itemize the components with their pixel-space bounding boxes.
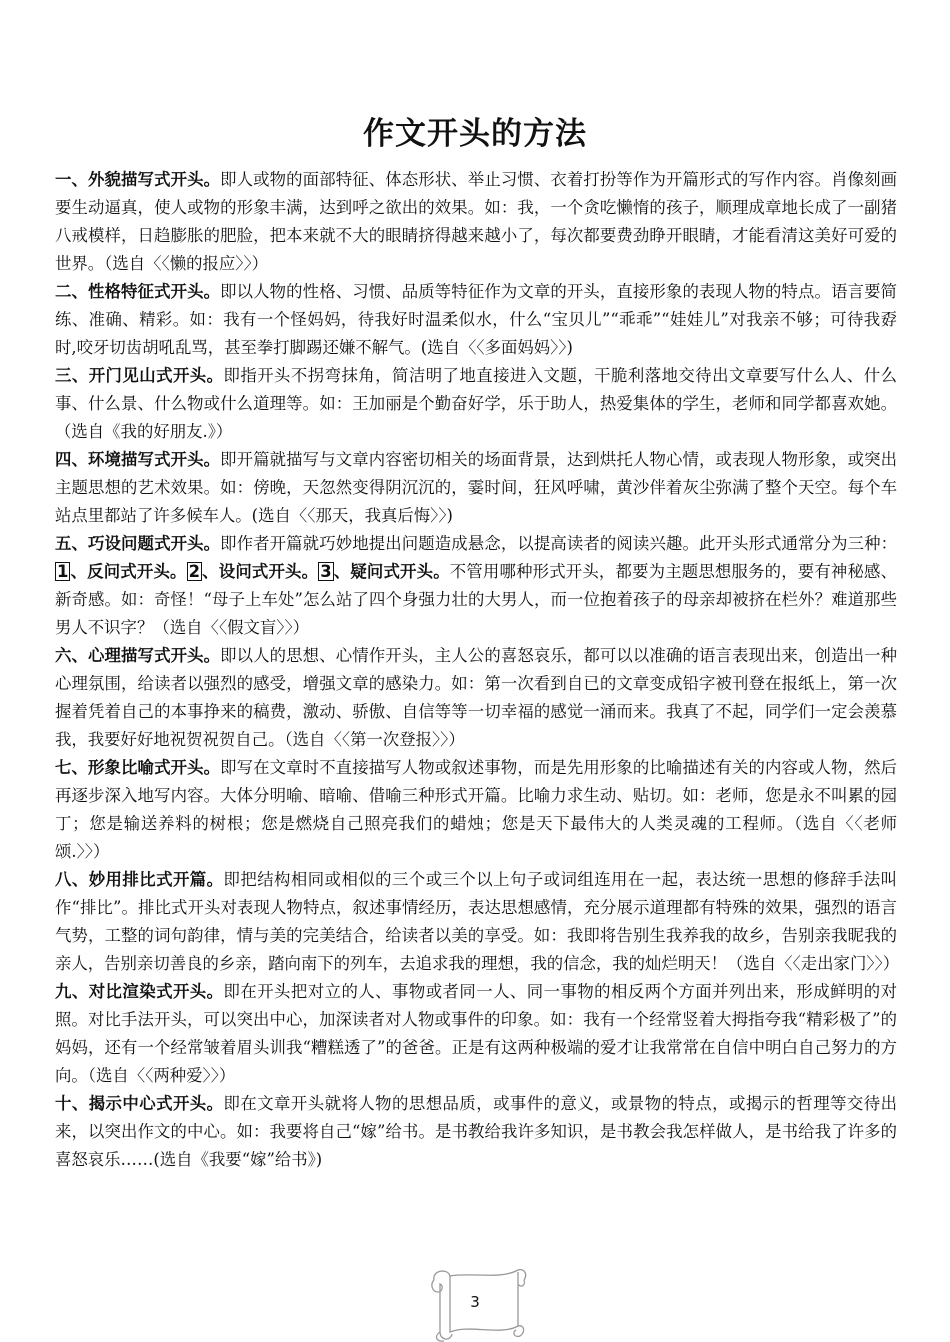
section-heading: 三、开门见山式开头。 [55, 366, 224, 385]
section-text: 即以人的思想、心情作开头，主人公的喜怒哀乐，都可以以准确的语言表现出来，创造出一种心理氛围，给读者以强烈的感受，增强文章的感染力。如：第一次看到自已的文章变成铅字被刊登在报纸上，第一次握着凭着自己的本事挣来的稿费，激动、骄傲、自信等等一切幸福的感觉一涌而来。我真了不起，同学们一定会羡慕我，我要好好地祝贺祝贺自己。（选自〈〈第一次登报〉〉） [55, 646, 898, 749]
section-text: 即开篇就描写与文章内容密切相关的场面背景，达到烘托人物心情，或表现人物形象，或突出主题思想的艺术效果。如：傍晚，天忽然变得阴沉沉的，霎时间，狂风呼啸，黄沙伴着灰尘弥满了整个天空。每个车站点里都站了许多候车人。(选自〈〈那天，我真后悔〉〉) [55, 450, 898, 525]
section-heading: 十、揭示中心式开头。 [55, 1094, 224, 1113]
section-text: 即指开头不拐弯抹角，简洁明了地直接进入文题，干脆利落地交待出文章要写什么人、什么事、什么景、什么物或什么道理等。如：王加丽是个勤奋好学，乐于助人，热爱集体的学生，老师和同学都喜欢她。（选自《我的好朋友.》） [55, 366, 898, 441]
section-heading: 四、环境描写式开头。 [55, 450, 221, 469]
section-heading: 六、心理描写式开头。 [55, 646, 221, 665]
section-heading: 八、妙用排比式开篇。 [55, 870, 224, 889]
section-heading: 一、外貌描写式开头。 [55, 170, 221, 189]
list-item-text: 、设问式开头。 [202, 562, 319, 581]
section-text: 即在文章开头就将人物的思想品质，或事件的意义，或景物的特点，或揭示的哲理等交待出来，以突出作文的中心。如：我要将自己“嫁”给书。是书教给我许多知识，是书教会我怎样做人，是书给我了许多的喜怒哀乐……(选自《我要“嫁”给书》) [55, 1094, 898, 1169]
section-heading: 二、性格特征式开头。 [55, 282, 221, 301]
section-heading: 七、形象比喻式开头。 [55, 758, 221, 777]
section-heading: 九、对比渲染式开头。 [55, 982, 224, 1001]
section-8 [55, 866, 900, 978]
section-7 [55, 754, 897, 866]
list-number-box: 2 [188, 562, 200, 581]
page-title: 作文开头的方法 [363, 116, 587, 152]
section-text: 即把结构相同或相似的三个或三个以上句子或词组连用在一起，表达统一思想的修辞手法叫作“排比”。排比式开头对表现人物特点，叙述事情经历，表达思想感情，充分展示道理都有特殊的效果，强烈的语言气势，工整的词句韵律，情与美的完美结合，给读者以美的享受。如：我即将告别生我养我的故乡，告别亲我昵我的亲人，告别亲切善良的乡亲，踏向南下的列车，去追求我的理想，我的信念，我的灿烂明天！（选自〈〈走出家门〉〉） [55, 870, 900, 973]
list-item-text: 、疑问式开头。 [333, 562, 450, 581]
section-1 [55, 166, 897, 278]
section-text: 即人或物的面部特征、体态形状、举止习惯、衣着打扮等作为开篇形式的写作内容。肖像刻画要生动逼真，使人或物的形象丰满，达到呼之欲出的效果。如：我，一个贪吃懒惰的孩子，顺理成章地长成了一副猪八戒模样，日趋膨胀的肥脸，把本来就不大的眼睛挤得越来越小了，每次都要费劲睁开眼睛，才能看清这美好可爱的世界。（选自〈〈懒的报应〉〉） [55, 170, 898, 273]
section-2 [55, 278, 897, 362]
list-item-text: 、反问式开头。 [70, 562, 187, 581]
section-text: 即在开头把对立的人、事物或者同一人、同一事物的相反两个方面并列出来，形成鲜明的对照。对比手法开头，可以突出中心，加深读者对人物或事件的印象。如：我有一个经常竖着大拇指夸我“精彩极了”的妈妈，还有一个经常皱着眉头训我“糟糕透了”的爸爸。正是有这两种极端的爱才让我常常在自信中明白自己努力的方向。（选自〈〈两种爱〉〉） [55, 982, 898, 1085]
document-body [55, 166, 900, 1174]
section-heading: 五、巧设问题式开头。 [55, 534, 221, 553]
page-number: 3 [470, 1293, 480, 1311]
section-4 [55, 446, 897, 530]
section-text: 不管用哪种形式开头，都要为主题思想服务的，要有神秘感、新奇感。如：奇怪！“母子上车处”怎么站了四个身强力壮的大男人，而一位抱着孩子的母亲却被挤在栏外？难道那些男人不识字？（选自〈〈假文盲〉〉） [55, 562, 898, 637]
section-text: 即以人物的性格、习惯、品质等特征作为文章的开头，直接形象的表现人物的特点。语言要简练、准确、精彩。如：我有一个怪妈妈，待我好时温柔似水，什么“宝贝儿”“乖乖”“娃娃儿”对我亲不够；可待我孬时,咬牙切齿胡吼乱骂，甚至拳打脚踢还嫌不解气。(选自〈〈多面妈妈〉〉) [55, 282, 898, 357]
section-text: 即作者开篇就巧妙地提出问题造成悬念，以提高读者的阅读兴趣。此开头形式通常分为三种： [220, 534, 898, 553]
section-text: 即写在文章时不直接描写人物或叙述事物，而是先用形象的比喻描述有关的内容或人物，然后再逐步深入地写内容。大体分明喻、暗喻、借喻三种形式开篇。比喻力求生动、贴切。如：老师，您是永不叫累的园丁；您是输送养料的树根；您是燃烧自己照亮我们的蜡烛；您是天下最伟大的人类灵魂的工程师。（选自〈〈老师颂.〉〉） [55, 758, 898, 861]
section-3 [55, 362, 897, 446]
list-number-box: 3 [320, 562, 332, 581]
section-6 [55, 642, 897, 754]
section-10 [55, 1090, 897, 1174]
list-number-box: 1 [57, 562, 69, 581]
section-9 [55, 978, 897, 1090]
section-5 [55, 530, 897, 642]
